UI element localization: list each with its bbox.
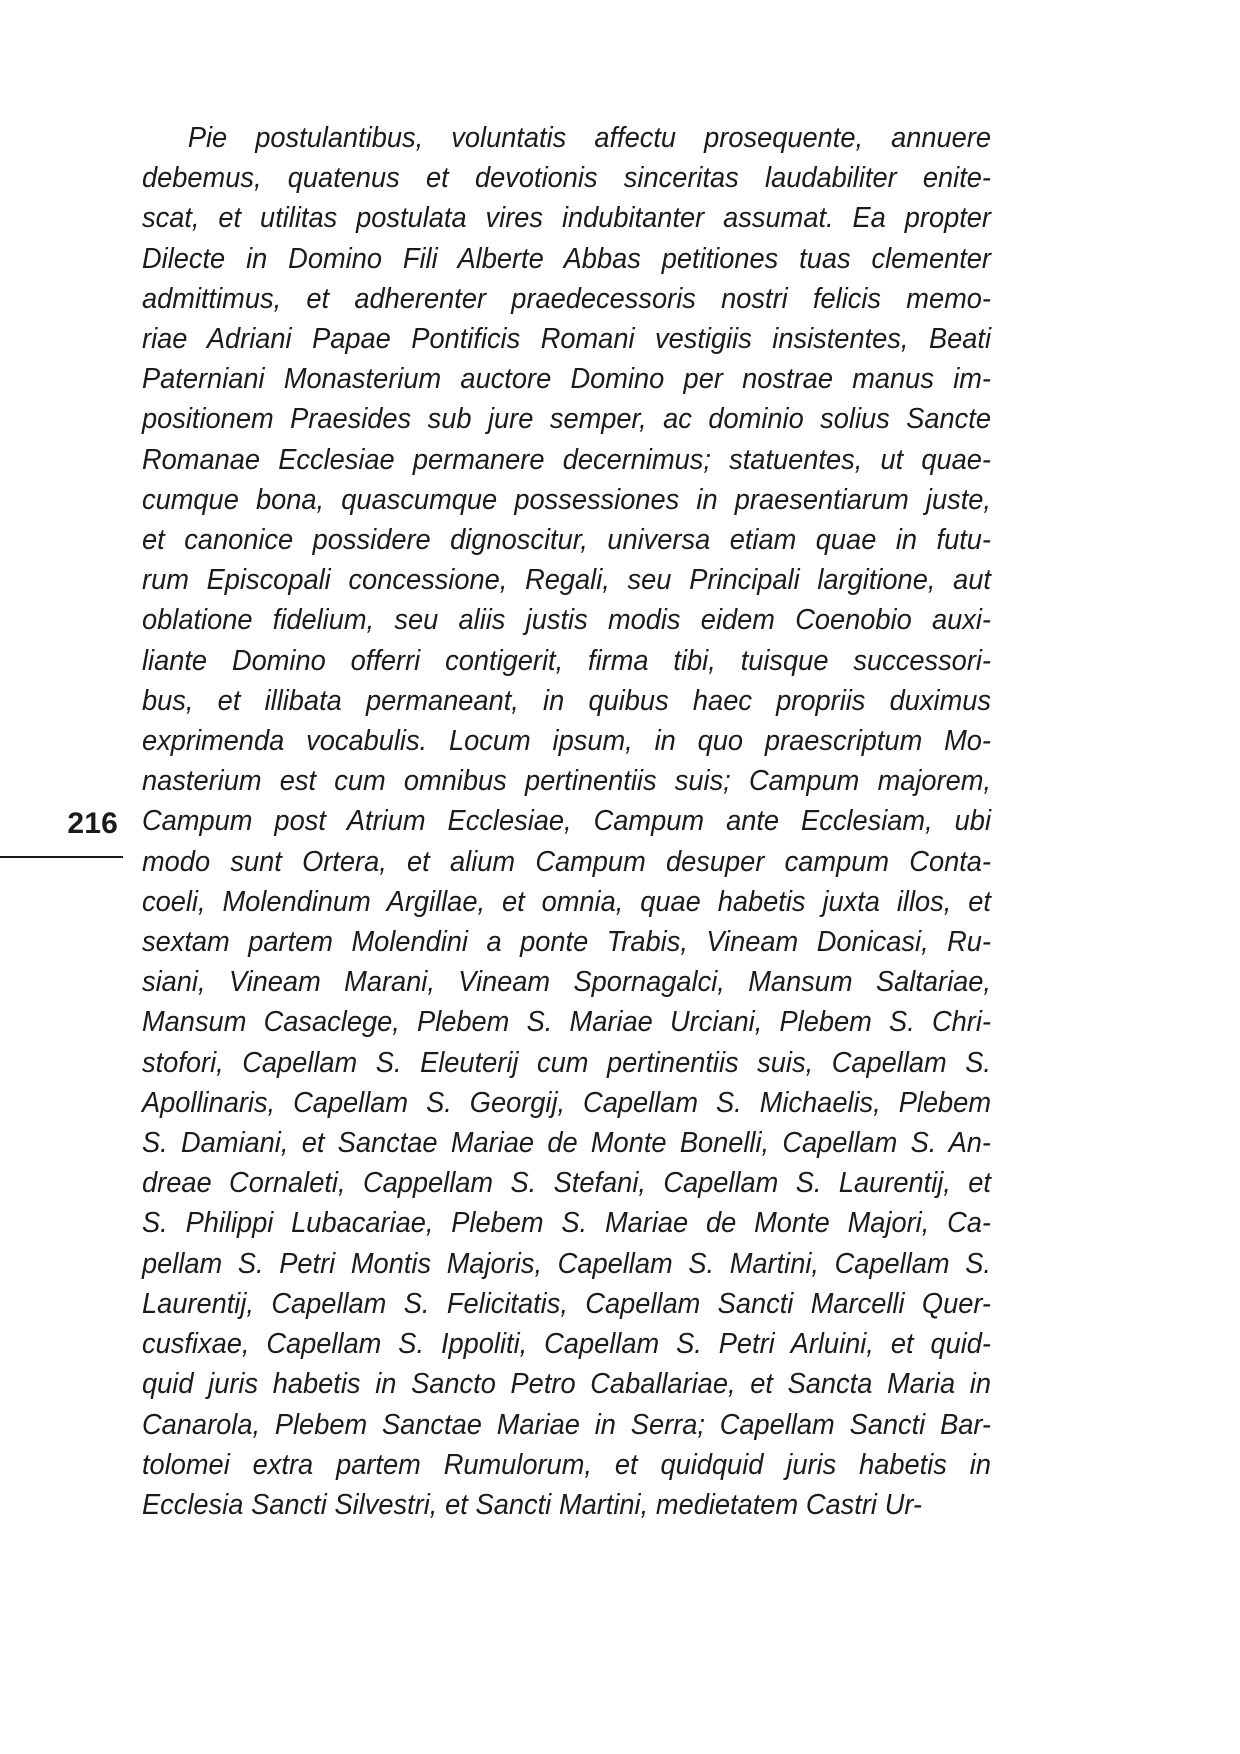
body-line: Campum post Atrium Ecclesiae, Campum ante Ecclesiam, ubi	[142, 805, 991, 838]
body-line: rum Episcopali concessione, Regali, seu Principali largitione, aut	[142, 564, 991, 597]
body-line: positionem Praesides sub jure semper, ac dominio solius Sancte	[142, 403, 991, 436]
body-line: Pie postulantibus, voluntatis affectu prosequente, annuere	[187, 122, 991, 154]
body-line: nasterium est cum omnibus pertinentiis suis; Campum majorem,	[142, 765, 991, 798]
body-line: Mansum Casaclege, Plebem S. Mariae Urciani, Plebem S. Chri-	[142, 1006, 991, 1039]
body-line: cusfixae, Capellam S. Ippoliti, Capellam S. Petri Arluini, et quid-	[142, 1328, 991, 1361]
body-line: pellam S. Petri Montis Majoris, Capellam S. Martini, Capellam S.	[142, 1247, 991, 1280]
body-line: admittimus, et adherenter praedecessoris nostri felicis memo-	[142, 282, 991, 315]
body-line: oblatione fidelium, seu aliis justis modis eidem Coenobio auxi-	[142, 604, 991, 637]
body-line: scat, et utilitas postulata vires indubitanter assumat. Ea propter	[142, 202, 991, 235]
body-line: S. Philippi Lubacariae, Plebem S. Mariae de Monte Majori, Ca-	[142, 1207, 991, 1240]
body-line: Laurentij, Capellam S. Felicitatis, Capellam Sancti Marcelli Quer-	[142, 1287, 991, 1320]
body-line: tolomei extra partem Rumulorum, et quidquid juris habetis in	[142, 1448, 991, 1481]
body-line: sextam partem Molendini a ponte Trabis, Vineam Donicasi, Ru-	[142, 926, 991, 959]
body-line: coeli, Molendinum Argillae, et omnia, quae habetis juxta illos, et	[142, 885, 991, 918]
page-number: 216	[67, 807, 118, 840]
body-line: Paterniani Monasterium auctore Domino per nostrae manus im-	[142, 363, 991, 396]
body-line: cumque bona, quascumque possessiones in praesentiarum juste,	[142, 483, 991, 516]
body-line: riae Adriani Papae Pontificis Romani vestigiis insistentes, Beati	[142, 323, 991, 356]
body-line: liante Domino offerri contigerit, firma tibi, tuisque successori-	[142, 644, 991, 677]
folio-marker	[0, 806, 123, 866]
body-line: exprimenda vocabulis. Locum ipsum, in quo praescriptum Mo-	[142, 725, 991, 758]
body-line: quid juris habetis in Sancto Petro Caballariae, et Sancta Maria in	[142, 1368, 991, 1401]
body-line: stofori, Capellam S. Eleuterij cum pertinentiis suis, Capellam S.	[142, 1046, 991, 1079]
body-line: Ecclesia Sancti Silvestri, et Sancti Martini, medietatem Castri Ur-	[142, 1488, 922, 1521]
body-line: dreae Cornaleti, Cappellam S. Stefani, Capellam S. Laurentij, et	[142, 1167, 991, 1200]
body-line: Apollinaris, Capellam S. Georgij, Capellam S. Michaelis, Plebem	[142, 1086, 991, 1119]
body-line: et canonice possidere dignoscitur, universa etiam quae in futu-	[142, 524, 991, 557]
body-line: Dilecte in Domino Fili Alberte Abbas petitiones tuas clementer	[142, 242, 991, 275]
body-line: Romanae Ecclesiae permanere decernimus; statuentes, ut quae-	[142, 443, 991, 476]
body-line: S. Damiani, et Sanctae Mariae de Monte Bonelli, Capellam S. An-	[142, 1127, 991, 1160]
folio-rule	[0, 856, 123, 858]
text-column	[142, 118, 991, 1525]
body-line: Canarola, Plebem Sanctae Mariae in Serra; Capellam Sancti Bar-	[142, 1408, 991, 1441]
body-paragraph	[142, 118, 991, 1525]
body-line: siani, Vineam Marani, Vineam Spornagalci, Mansum Saltariae,	[142, 966, 991, 999]
body-line: debemus, quatenus et devotionis sinceritas laudabiliter enite-	[142, 162, 991, 195]
body-line: bus, et illibata permaneant, in quibus haec propriis duximus	[142, 684, 991, 717]
body-line: modo sunt Ortera, et alium Campum desuper campum Conta-	[142, 845, 991, 878]
